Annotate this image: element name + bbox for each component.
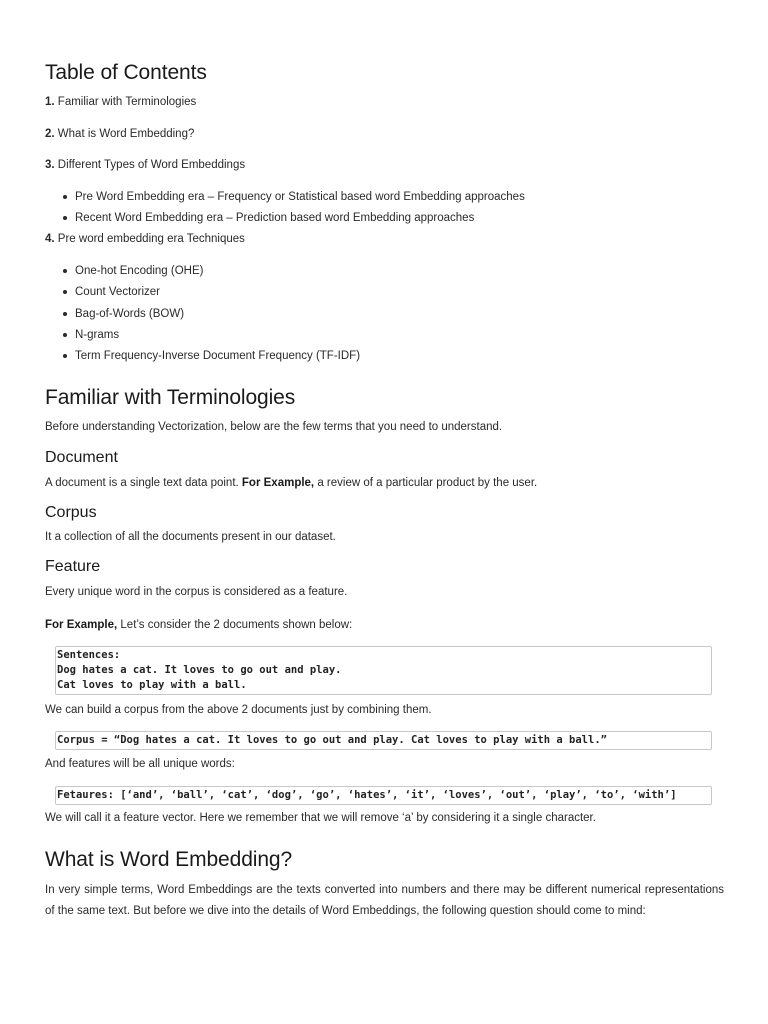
toc-item-2[interactable] <box>45 127 194 141</box>
features-line: And features will be all unique words: <box>45 758 235 770</box>
code-line: Sentences: <box>57 649 121 661</box>
terminologies-intro: Before understanding Vectorization, below are the few terms that you need to understand. <box>45 421 503 433</box>
code-line: Fetaures: [‘and’, ‘ball’, ‘cat’, ‘dog’, ‘go’, ‘hates’, ‘it’, ‘loves’, ‘out’, ‘play’, ‘to’, ‘with’] <box>57 789 677 801</box>
toc-item-3[interactable] <box>45 158 245 172</box>
toc-item-4[interactable] <box>45 232 245 246</box>
code-line: Corpus = “Dog hates a cat. It loves to go out and play. Cat loves to play with a ball.” <box>57 734 607 746</box>
toc-item-number: 3. <box>45 159 55 171</box>
toc-subitem[interactable]: Recent Word Embedding era – Prediction based word Embedding approaches <box>45 211 525 225</box>
toc-subitem[interactable]: N-grams <box>45 328 360 342</box>
toc-heading: Table of Contents <box>45 61 207 84</box>
toc-subitem[interactable]: Bag-of-Words (BOW) <box>45 307 360 321</box>
toc-subitem[interactable]: One-hot Encoding (OHE) <box>45 264 360 278</box>
toc-sublist-3 <box>45 190 525 225</box>
toc-item-number: 4. <box>45 233 55 245</box>
toc-item-number: 1. <box>45 96 55 108</box>
toc-subitem[interactable]: Pre Word Embedding era – Frequency or Statistical based word Embedding approaches <box>45 190 525 204</box>
feature-vector-line: We will call it a feature vector. Here we remember that we will remove ‘a’ by considering it a single character. <box>45 812 596 824</box>
section-heading-terminologies: Familiar with Terminologies <box>45 386 296 409</box>
code-block-features <box>55 786 712 805</box>
corpus-build-line: We can build a corpus from the above 2 documents just by combining them. <box>45 704 432 716</box>
feature-example-bold: For Example, <box>45 619 118 631</box>
code-line: Dog hates a cat. It loves to go out and play. <box>57 664 342 676</box>
document-text-before: A document is a single text data point. <box>45 477 242 489</box>
toc-item-label: Pre word embedding era Techniques <box>57 233 245 245</box>
subheading-corpus: Corpus <box>45 504 97 521</box>
toc-item-label: What is Word Embedding? <box>57 128 195 140</box>
corpus-definition: It a collection of all the documents present in our dataset. <box>45 531 336 543</box>
feature-example-text: Let’s consider the 2 documents shown below: <box>117 619 353 631</box>
toc-item-label: Familiar with Terminologies <box>57 96 197 108</box>
word-embedding-paragraph: In very simple terms, Word Embeddings are the texts converted into numbers and there may be different numerical representations of the same text. But before we dive into the details of Word Embeddings, the following question should come to mind: <box>45 884 724 917</box>
toc-item-number: 2. <box>45 128 55 140</box>
toc-subitem[interactable]: Term Frequency-Inverse Document Frequency (TF-IDF) <box>45 349 360 363</box>
section-heading-word-embedding: What is Word Embedding? <box>45 848 293 871</box>
code-line: Cat loves to play with a ball. <box>57 679 247 691</box>
toc-item-1[interactable] <box>45 95 196 109</box>
code-block-corpus <box>55 731 712 750</box>
document-example-bold: For Example, <box>241 477 315 489</box>
toc-sublist-4 <box>45 264 360 363</box>
code-block-sentences <box>55 646 712 695</box>
subheading-document: Document <box>45 449 118 466</box>
toc-subitem[interactable]: Count Vectorizer <box>45 285 360 299</box>
feature-example-intro <box>45 618 352 632</box>
subheading-feature: Feature <box>45 558 101 575</box>
document-definition <box>45 476 537 490</box>
toc-item-label: Different Types of Word Embeddings <box>57 159 246 171</box>
feature-definition: Every unique word in the corpus is considered as a feature. <box>45 586 348 598</box>
document-text-after: a review of a particular product by the user. <box>314 477 538 489</box>
